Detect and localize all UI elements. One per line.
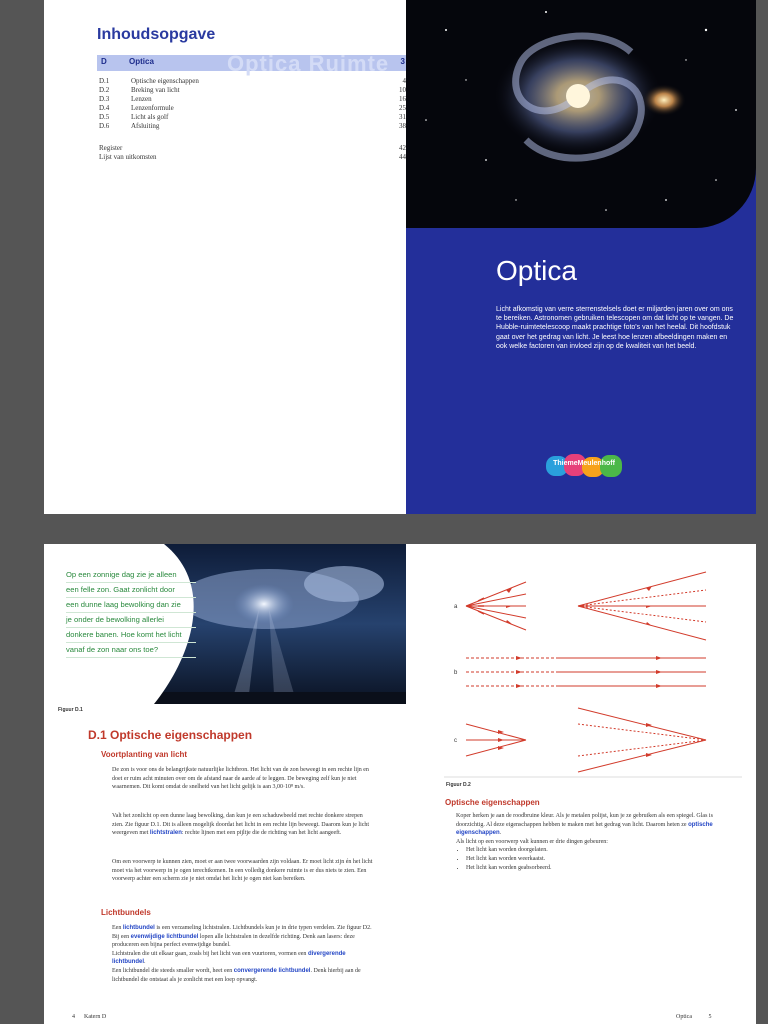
- toc-row-page: 38: [399, 122, 406, 130]
- toc-row-number: D.5: [99, 113, 110, 121]
- list-item: • Het licht kan worden weerkaatst.: [466, 855, 714, 864]
- toc-row-title: Optische eigenschappen: [131, 77, 199, 85]
- toc-row-title: Afsluiting: [131, 122, 160, 130]
- figure-caption: Figuur D.1: [58, 707, 83, 713]
- keyword: divergerende lichtbundel: [112, 950, 346, 966]
- paragraph: Een lichtbundel is een verzameling lichtstralen. Lichtbundels kun je in drie typen verdelen. Zie figuur D2. Bij een evenwijdige lichtbundel lopen alle lichtstralen in dezelfde richting. Denk aan lasers: deze produceren een bijna perfect evenwijdige bundel. Lichtstralen die uit elkaar gaan, zoals bij het licht van een vuurtoren, vormen een divergerende lichtbundel. Een lichtbundel die steeds smaller wordt, heet een convergerende lichtbundel. Denk hierbij aan de lichtbundel die ontstaat als je zonlicht met een loep opvangt.: [112, 925, 372, 983]
- chapter-ghost-text: Optica Ruimte: [227, 51, 390, 76]
- list-item: • Het licht kan worden doorgelaten.: [466, 846, 714, 855]
- teaser-line: je onder de bewolking allerlei: [66, 613, 196, 628]
- list-item: • Het licht kan worden geabsorbeerd.: [466, 864, 714, 873]
- page-footer: [72, 1014, 106, 1020]
- chapter-letter: D: [101, 57, 107, 66]
- keyword: lichtbundel: [122, 925, 155, 931]
- teaser-line: Op een zonnige dag zie je alleen: [66, 568, 196, 583]
- toc-row-page: 25: [399, 104, 406, 112]
- cover-title: Optica: [496, 255, 577, 286]
- toc-row-answers[interactable]: [99, 153, 406, 163]
- chapter-name: Optica: [129, 57, 154, 66]
- keyword: lichtstralen: [149, 830, 182, 837]
- paragraph: Valt het zonlicht op een dunne laag bewolking, dan kun je een schaduwbeeld met rechte donkere strepen zien. Zie figuur D.1. Dit is alleen mogelijk doordat het licht in een rechte lijn beweegt. Daarom kun je licht weergeven met lichtstralen: rechte lijnen met een pijltje die de richting van het licht aangeeft.: [112, 813, 370, 837]
- toc-row-page: 31: [399, 113, 406, 121]
- toc-row-number: D.6: [99, 122, 110, 130]
- teaser-line: vanaf de zon naar ons toe?: [66, 643, 196, 658]
- toc-row-page: 4: [402, 77, 406, 85]
- toc-row-title: Lenzenformule: [131, 104, 174, 112]
- subheading: Voortplanting van licht: [101, 750, 188, 759]
- publisher-logo: [542, 452, 626, 480]
- section-d2-page: [406, 544, 756, 1024]
- page-number: 5: [708, 1014, 712, 1020]
- footer-label: Optica: [676, 1014, 692, 1020]
- footer-label: Katern D: [84, 1014, 107, 1020]
- toc-title: Inhoudsopgave: [97, 26, 216, 43]
- chapter-page: 3: [400, 57, 405, 66]
- diagram-label-a: a: [454, 604, 458, 610]
- keyword: optische eigenschappen: [456, 821, 713, 837]
- bullet-list: [456, 846, 714, 872]
- section-d1-page: [44, 544, 406, 1024]
- paragraph: Om een voorwerp te kunnen zien, moet er aan twee voorwaarden zijn voldaan. Er moet licht zijn én het licht moet via het voorwerp in je ogen terechtkomen. In een volledig donkere ruimte is er dus niets te zien. Een voorwerp achter een scherm zie je niet omdat het licht je ogen niet kan bereiken.: [112, 859, 373, 883]
- intro-question: [66, 568, 196, 658]
- light-bundle-diagram: [406, 544, 756, 779]
- toc-row-page: 42: [399, 144, 406, 152]
- teaser-line: een felle zon. Gaat zonlicht door: [66, 583, 196, 598]
- cover-intro: Licht afkomstig van verre sterrenstelsels doet er miljarden jaren over om ons te bereiken. Astronomen gebruiken telescopen om dat licht op te vangen. De Hubble-ruimtetelescoop maakt prachtige foto's van het heelal. Dit hoofdstuk gaat over het gedrag van licht. Je leest hoe lenzen afbeeldingen maken en ook welke factoren van invloed zijn op de kwaliteit van het beeld.: [496, 306, 734, 350]
- teaser-line: een dunne laag bewolking dan zie: [66, 598, 196, 613]
- toc-row-title: Breking van licht: [131, 86, 180, 94]
- toc-chapter-bar: [97, 51, 406, 76]
- toc-row-title: Licht als golf: [131, 113, 169, 121]
- toc-row-page: 16: [399, 95, 406, 103]
- diagram-label-b: b: [454, 670, 458, 676]
- toc-row-number: D.2: [99, 86, 110, 94]
- subheading: Lichtbundels: [101, 908, 151, 917]
- cover-page: [406, 0, 756, 514]
- toc-row-title: Register: [99, 144, 123, 152]
- section-heading: D.1 Optische eigenschappen: [88, 728, 253, 742]
- toc-row-page: 44: [399, 153, 406, 161]
- paragraph: Koper herken je aan de roodbruine kleur. Als je metalen polijst, kun je ze gebruiken als een spiegel. Glas is doorzichtig. Al deze eigenschappen hebben te maken met het gedrag van licht. Daarom heten ze optische eigenschappen. Als licht op een voorwerp valt kunnen er drie dingen gebeuren: • Het licht kan worden doorgelaten. • Het licht kan worden weerkaatst. • Het licht kan worden geabsorbeerd.: [456, 812, 714, 872]
- toc-row-number: D.3: [99, 95, 110, 103]
- paragraph: De zon is voor ons de belangrijkste natuurlijke lichtbron. Het licht van de zon beweegt in een rechte lijn en doet er ruim acht minuten over om de afstand naar de aarde af te leggen. De beweging zelf kun je niet waarnemen. Dit komt omdat de snelheid van het licht gelijk is aan 3,00·10⁸ m/s.: [112, 767, 369, 791]
- page-footer: [676, 1014, 742, 1020]
- keyword: evenwijdige lichtbundel: [130, 933, 199, 940]
- toc-row-number: D.1: [99, 77, 110, 85]
- page-number: 4: [72, 1014, 75, 1020]
- toc-row-page: 10: [399, 86, 406, 94]
- toc-row[interactable]: [99, 122, 406, 132]
- toc-page: [44, 0, 406, 514]
- toc-row-title: Lijst van uitkomsten: [99, 153, 157, 161]
- toc-row-title: Lenzen: [131, 95, 152, 103]
- toc-row-number: D.4: [99, 104, 110, 112]
- keyword: convergerende lichtbundel: [233, 967, 311, 974]
- teaser-line: donkere banen. Hoe komt het licht: [66, 628, 196, 643]
- galaxy-photo: [406, 0, 756, 228]
- subheading: Optische eigenschappen: [445, 798, 540, 807]
- publisher-name: ThiemeMeulenhoff: [553, 460, 615, 467]
- diagram-label-c: c: [454, 738, 457, 744]
- figure-caption: Figuur D.2: [446, 782, 471, 788]
